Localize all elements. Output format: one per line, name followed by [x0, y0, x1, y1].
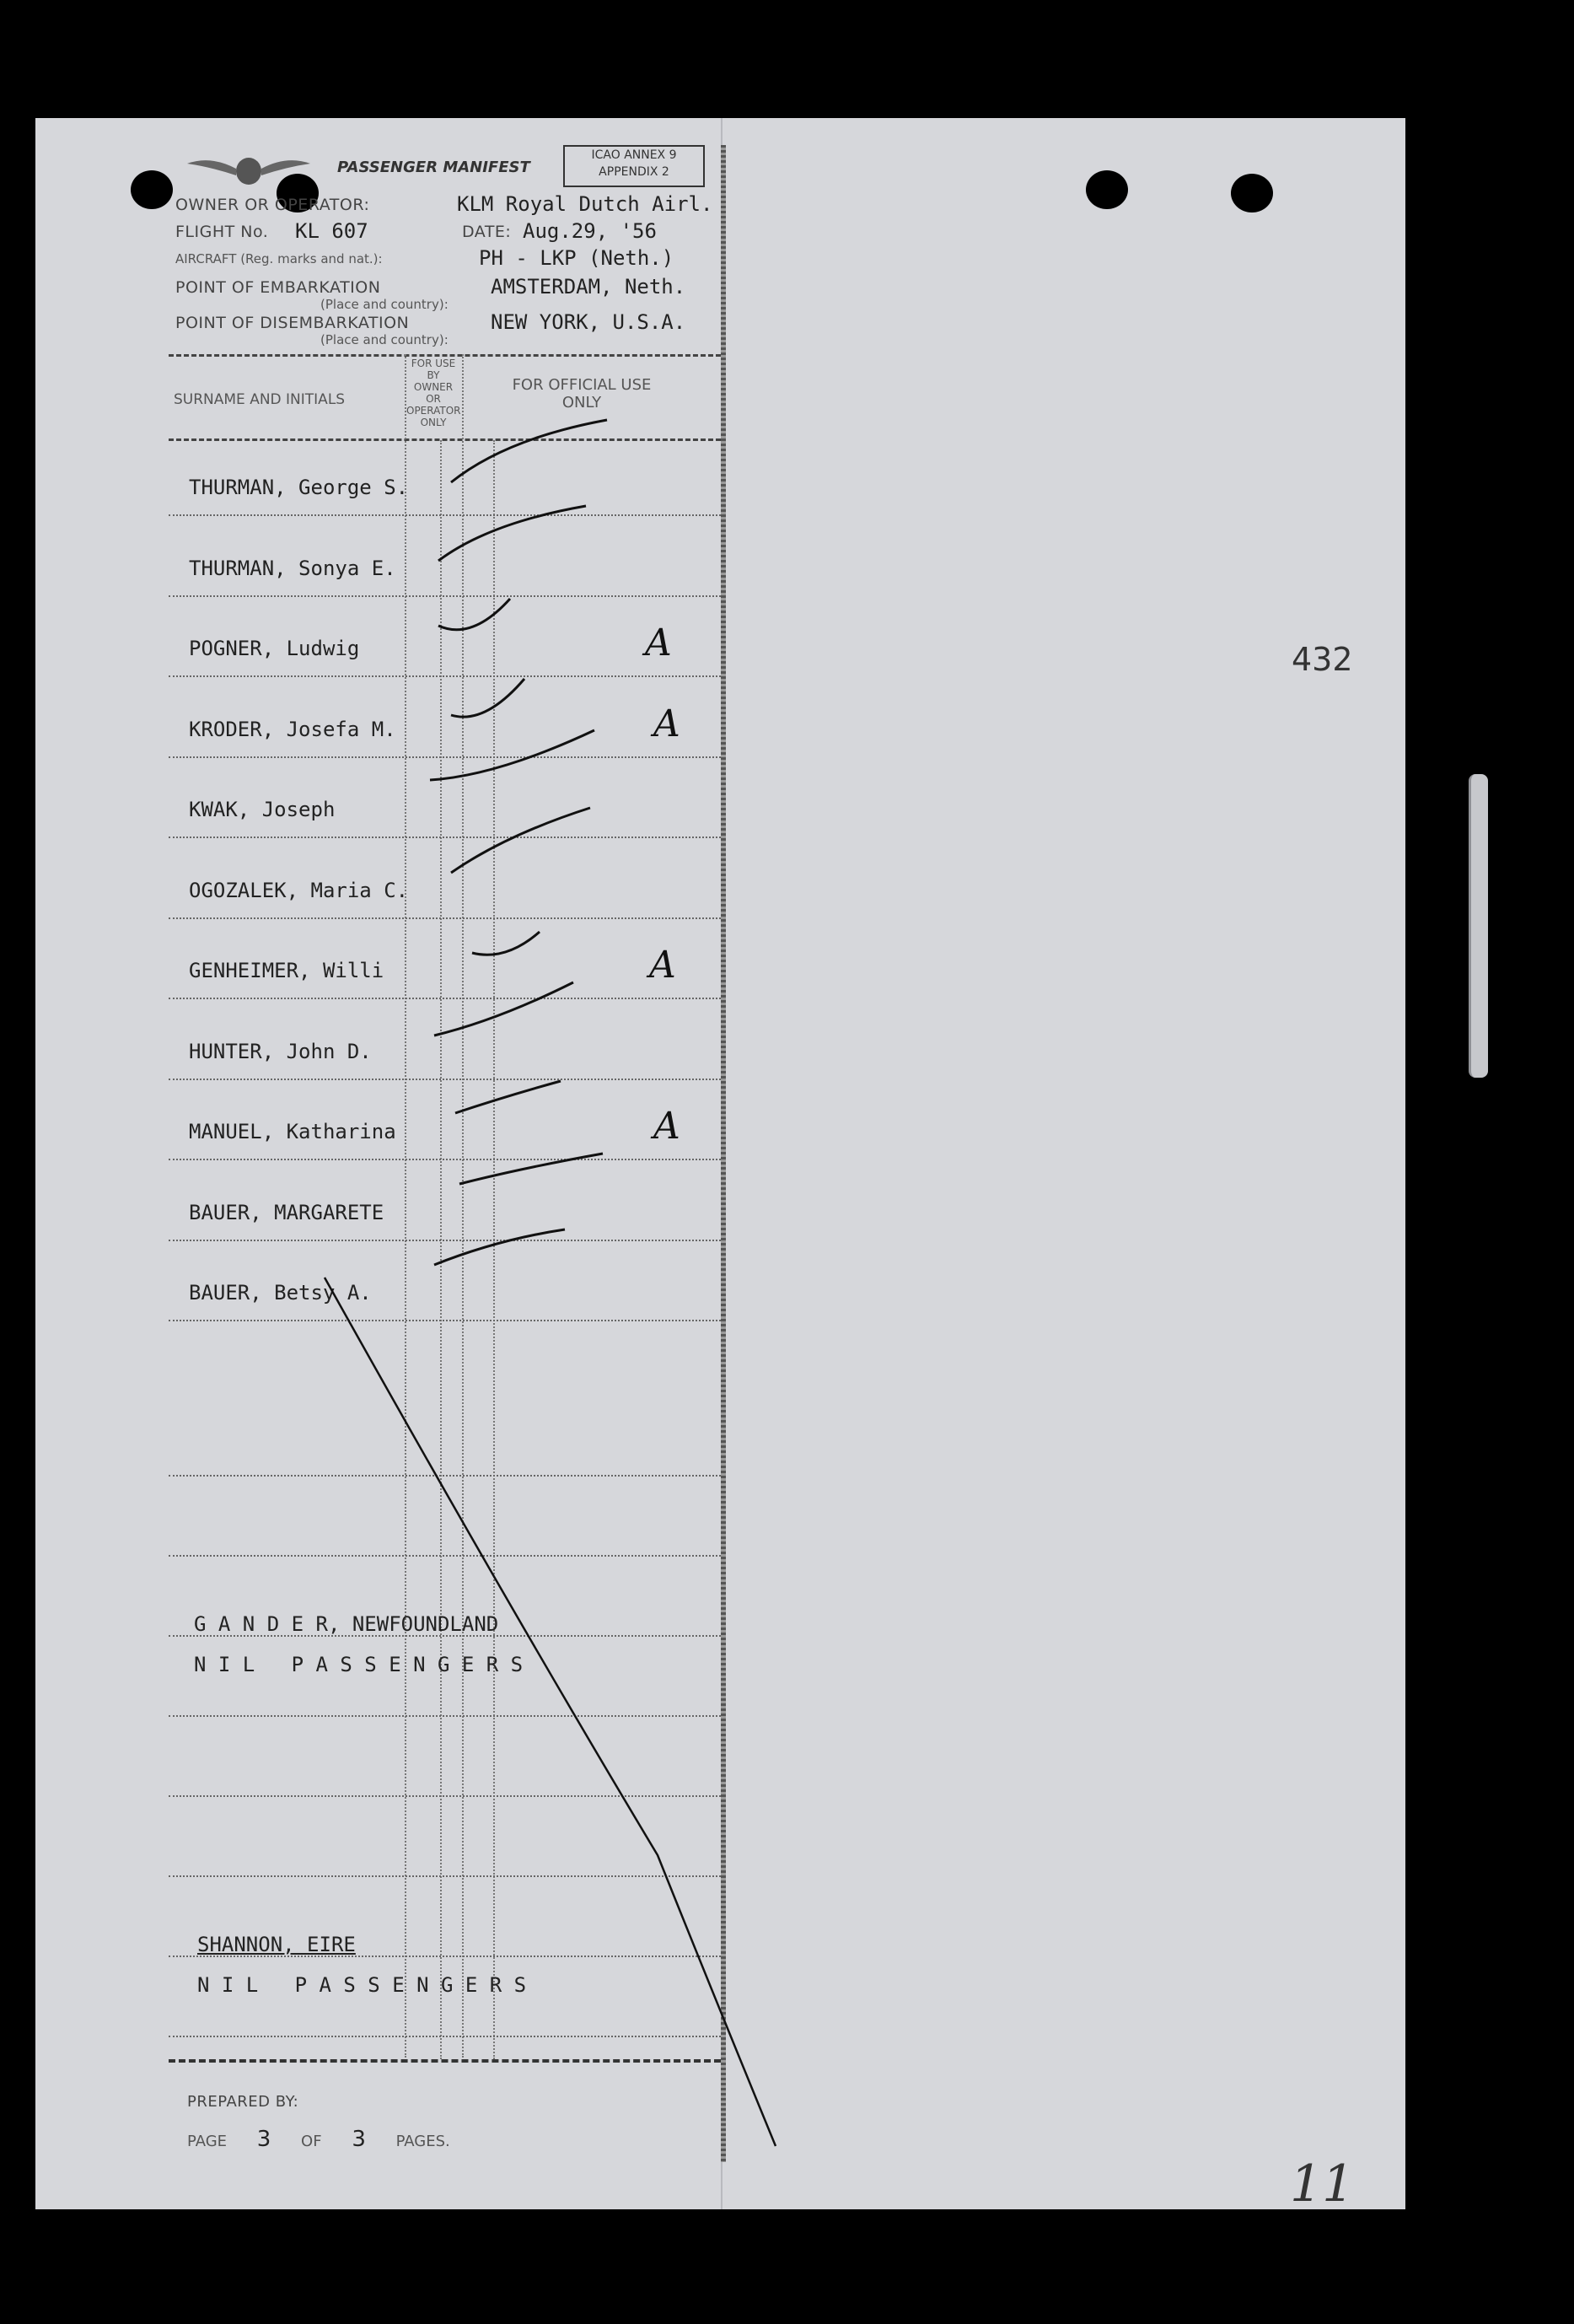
prepared-by-label: PREPARED BY: — [187, 2093, 299, 2111]
stop-note: N I L P A S S E N G E R S — [194, 1653, 524, 1676]
date-label: DATE: — [462, 223, 512, 241]
disembarkation-value: NEW YORK, U.S.A. — [491, 310, 686, 334]
check-stroke — [438, 599, 510, 630]
embarkation-value: AMSTERDAM, Neth. — [491, 275, 686, 299]
page-total: 3 — [352, 2127, 366, 2152]
check-stroke — [438, 506, 586, 561]
owner-label: OWNER OR OPERATOR: — [175, 196, 370, 214]
check-stroke — [430, 730, 594, 780]
flight-label: FLIGHT No. — [175, 223, 269, 241]
check-stroke — [451, 679, 524, 717]
col-owner-use: FOR USE BY OWNER OR OPERATOR ONLY — [406, 358, 461, 428]
embarkation-sub: (Place and country): — [320, 297, 449, 312]
passenger-name: POGNER, Ludwig — [189, 637, 360, 660]
stop-note: N I L P A S S E N G E R S — [197, 1973, 527, 1997]
aircraft-value: PH - LKP (Neth.) — [479, 246, 674, 270]
official-mark: A — [653, 702, 680, 745]
page-current: 3 — [256, 2127, 271, 2152]
check-stroke — [434, 982, 573, 1036]
passenger-name: BAUER, MARGARETE — [189, 1201, 384, 1224]
passenger-name: MANUEL, Katharina — [189, 1120, 396, 1143]
official-mark: A — [649, 944, 676, 987]
cancel-line — [325, 1278, 776, 2146]
passenger-name: KWAK, Joseph — [189, 798, 336, 821]
official-mark: A — [645, 621, 672, 664]
flight-value: KL 607 — [295, 219, 368, 243]
icao-annex: ICAO ANNEX 9 — [591, 148, 677, 162]
handwritten-tally: 11 — [1290, 2155, 1355, 2214]
manifest-title: PASSENGER MANIFEST — [337, 159, 530, 176]
archive-page-number: 432 — [1292, 641, 1353, 678]
check-stroke — [451, 420, 607, 482]
owner-value: KLM Royal Dutch Airl. — [457, 192, 713, 216]
check-stroke — [434, 1229, 565, 1265]
passenger-name: BAUER, Betsy A. — [189, 1281, 372, 1305]
aircraft-label: AIRCRAFT (Reg. marks and nat.): — [175, 251, 383, 266]
stop-place: SHANNON, EIRE — [197, 1933, 356, 1956]
passenger-name: THURMAN, George S. — [189, 476, 409, 499]
passenger-name: KRODER, Josefa M. — [189, 718, 396, 741]
passenger-name: OGOZALEK, Maria C. — [189, 879, 409, 902]
check-stroke — [455, 1081, 561, 1113]
col-surname: SURNAME AND INITIALS — [174, 391, 346, 408]
stop-place: G A N D E R, NEWFOUNDLAND — [194, 1612, 499, 1636]
passenger-name: THURMAN, Sonya E. — [189, 557, 396, 580]
icao-appendix: APPENDIX 2 — [599, 165, 669, 179]
pages-label: PAGES. — [395, 2133, 450, 2150]
col-official-use: FOR OFFICIAL USE ONLY — [512, 376, 652, 412]
official-mark: A — [653, 1105, 680, 1148]
check-stroke — [451, 808, 590, 873]
disembarkation-sub: (Place and country): — [320, 332, 449, 347]
embarkation-label: POINT OF EMBARKATION — [175, 278, 381, 297]
check-stroke — [459, 1154, 603, 1184]
passenger-name: HUNTER, John D. — [189, 1040, 372, 1063]
disembarkation-label: POINT OF DISEMBARKATION — [175, 314, 410, 332]
passenger-name: GENHEIMER, Willi — [189, 959, 384, 982]
date-value: Aug.29, '56 — [523, 219, 657, 243]
page-label: PAGE — [187, 2133, 228, 2150]
of-label: OF — [301, 2133, 322, 2150]
check-stroke — [472, 932, 540, 955]
